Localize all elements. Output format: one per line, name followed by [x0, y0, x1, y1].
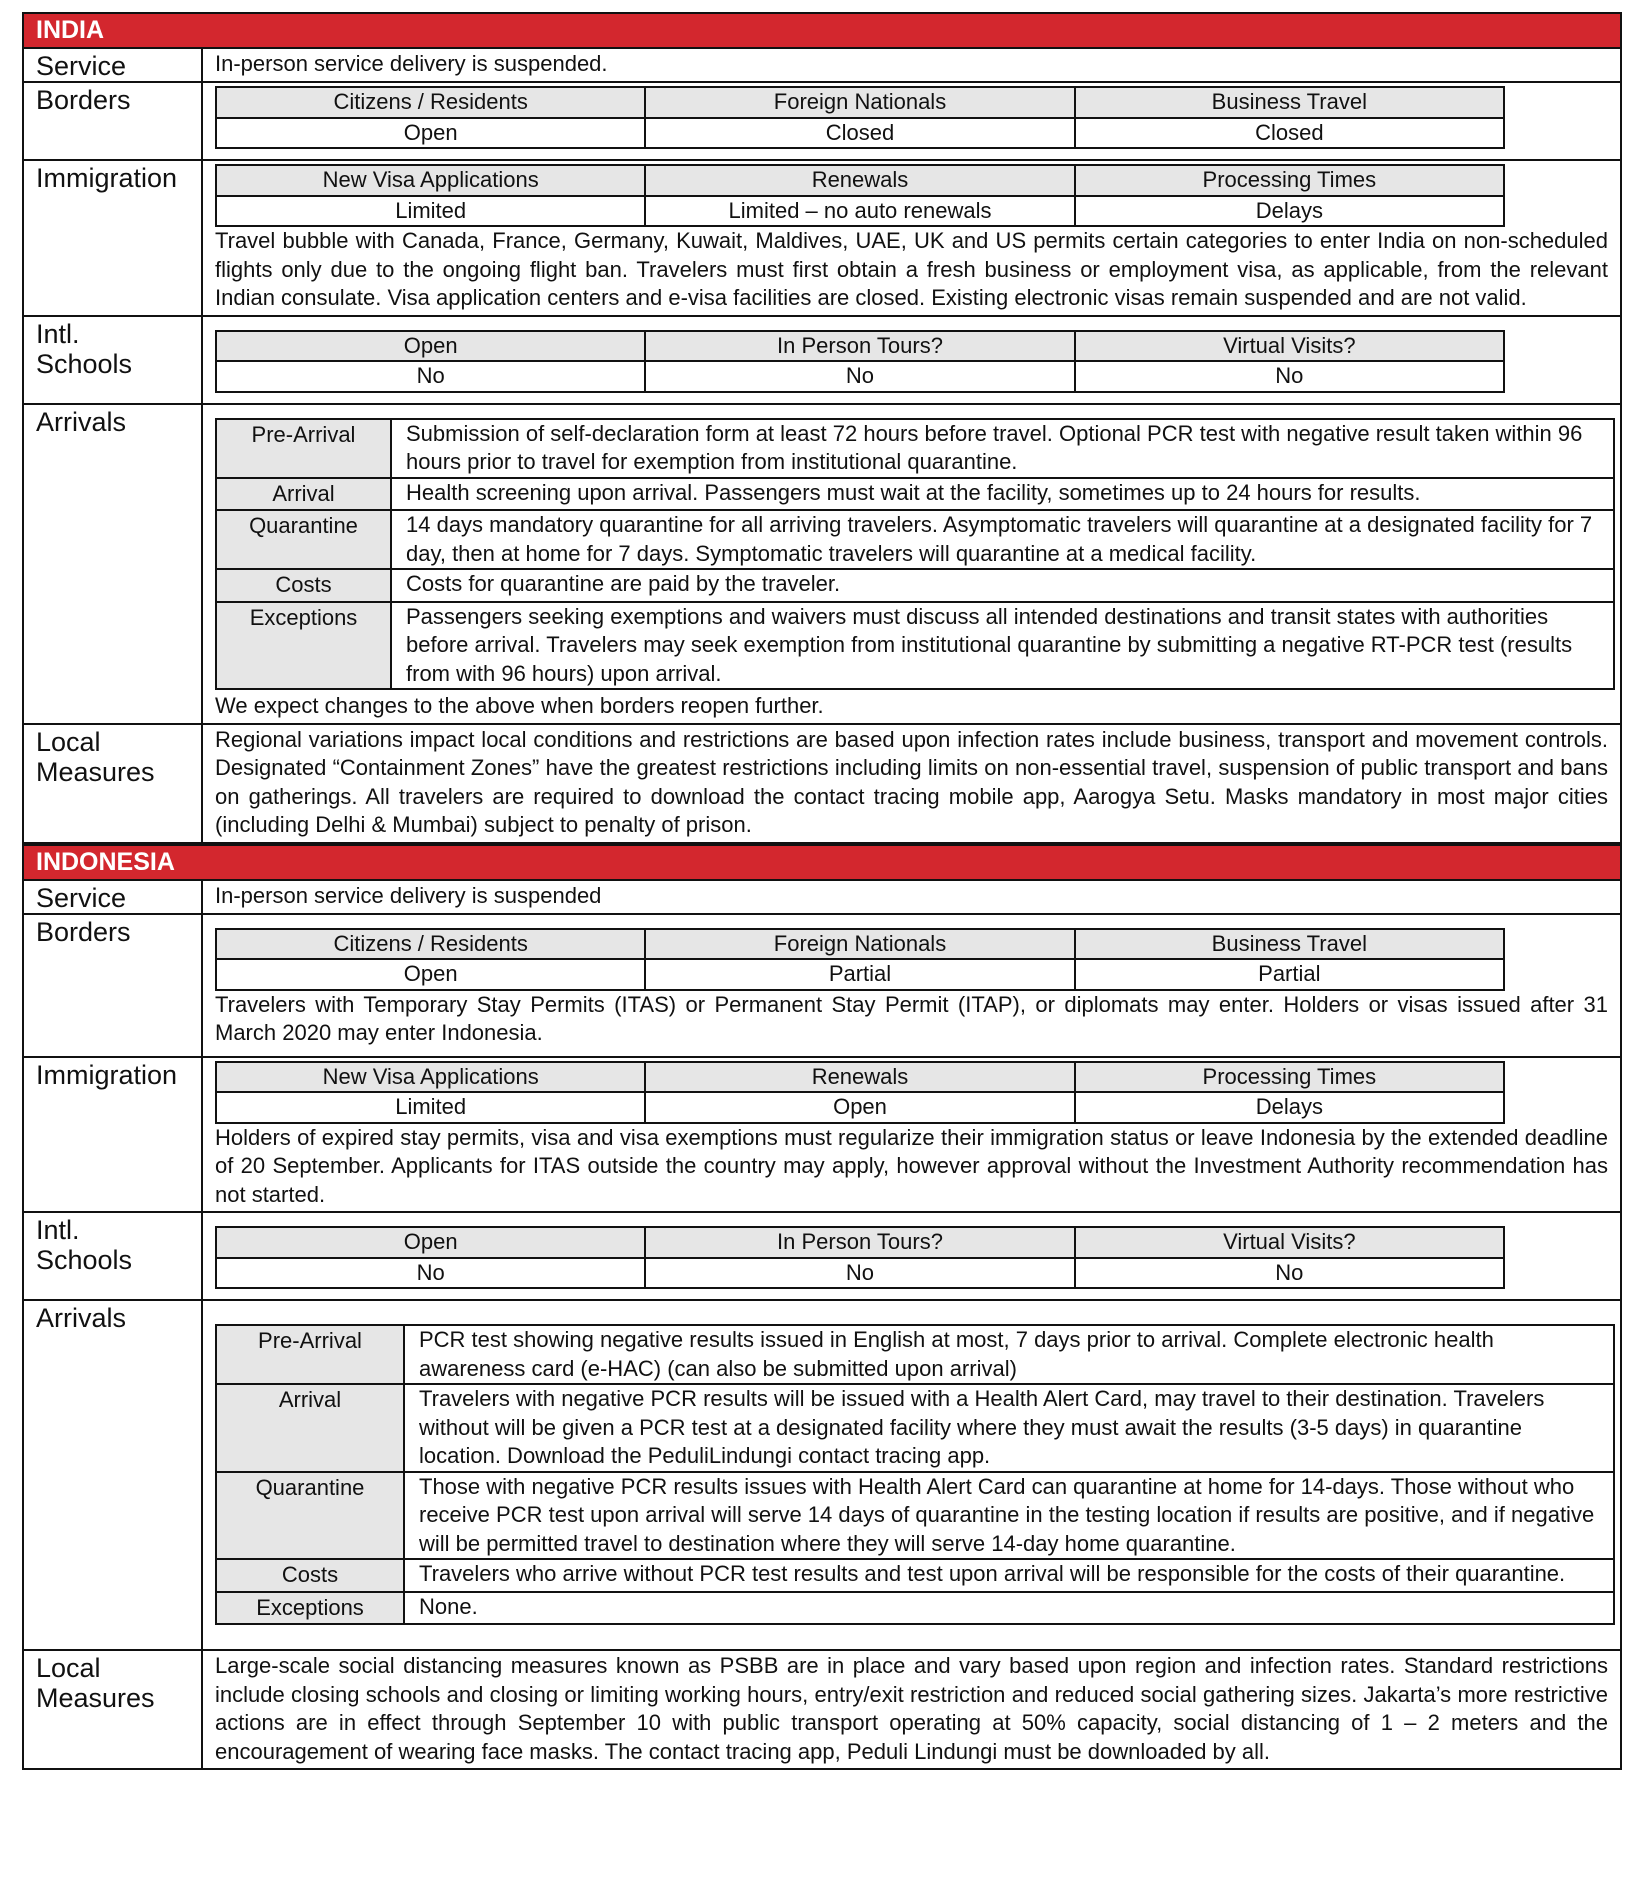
indonesia-section — [22, 879, 1622, 1771]
row-label: Borders — [23, 914, 202, 1057]
row-label: Arrivals — [23, 1300, 202, 1650]
borders-cell — [202, 82, 1621, 160]
schools-cell — [202, 316, 1621, 404]
india-schools-row — [23, 316, 1621, 404]
grid-value: No — [216, 1258, 645, 1289]
grid-header: Foreign Nationals — [645, 87, 1074, 118]
indonesia-immigration-row — [23, 1057, 1621, 1213]
grid-value: Delays — [1075, 1092, 1504, 1123]
grid-header: In Person Tours? — [645, 331, 1074, 362]
label-line: Measures — [36, 756, 155, 787]
arrivals-table — [215, 418, 1615, 691]
india-local-row — [23, 724, 1621, 843]
service-text: In-person service delivery is suspended. — [202, 48, 1621, 82]
grid-header: Business Travel — [1075, 87, 1504, 118]
country-header-india: INDIA — [22, 12, 1622, 47]
indonesia-schools-row — [23, 1212, 1621, 1300]
arrival-key: Pre-Arrival — [216, 1325, 404, 1384]
arrival-key: Costs — [216, 569, 391, 602]
arrival-value: Passengers seeking exemptions and waivers must discuss all intended destinations and transit states with authorities before arrival. Travelers may seek exemption from institutional quarantine by submitting a negative RT-PCR test (results from with 96 hours) upon arrival. — [391, 602, 1614, 690]
grid-value: Partial — [1075, 959, 1504, 990]
arrival-key: Exceptions — [216, 1592, 404, 1625]
label-line: Measures — [36, 1683, 155, 1713]
label-line: Intl. — [36, 318, 80, 349]
arrival-key: Arrival — [216, 478, 391, 511]
row-label — [23, 316, 202, 404]
arrivals-note: We expect changes to the above when borders reopen further. — [215, 693, 824, 718]
arrival-value: Travelers with negative PCR results will be issued with a Health Alert Card, may travel to their destination. Travelers without will be given a PCR test at a designated facility where they must await the results (3-5 days) in quarantine location. Download the PeduliLindungi contact tracing app. — [404, 1384, 1614, 1472]
grid-header: Open — [216, 331, 645, 362]
grid-header: Foreign Nationals — [645, 929, 1074, 960]
arrival-value: Travelers who arrive without PCR test results and test upon arrival will be responsible for the costs of their quarantine. — [404, 1559, 1614, 1592]
grid-header: Business Travel — [1075, 929, 1504, 960]
grid-value: Closed — [645, 118, 1074, 149]
arrival-value: PCR test showing negative results issued in English at most, 7 days prior to arrival. Complete electronic health awareness card (e-HAC) (can also be submitted upon arrival) — [404, 1325, 1614, 1384]
arrivals-cell — [202, 404, 1621, 724]
schools-table — [215, 1226, 1505, 1289]
label-line: Intl. — [36, 1215, 80, 1245]
grid-value: No — [1075, 1258, 1504, 1289]
arrival-key: Costs — [216, 1559, 404, 1592]
india-borders-row — [23, 82, 1621, 160]
immigration-cell — [202, 1057, 1621, 1213]
grid-value: Partial — [645, 959, 1074, 990]
label-line: Schools — [36, 348, 133, 379]
grid-value: Open — [216, 959, 645, 990]
local-measures-text: Large-scale social distancing measures known as PSBB are in place and vary based upon region and infection rates. Standard restrictions include closing schools and closing or limiting working hours, entry/exit restriction and reduced social gathering sizes. Jakarta’s more restrictive actions are in effect through September 10 with public transport operating at 50% capacity, social distancing of 1 – 2 meters and the encouragement of wearing face masks. The contact tracing app, Peduli Lindungi must be downloaded by all. — [202, 1650, 1621, 1769]
grid-header: Virtual Visits? — [1075, 331, 1504, 362]
row-label: Service — [23, 880, 202, 914]
label-line: Local — [36, 726, 101, 757]
label-line: Local — [36, 1653, 101, 1683]
grid-header: Citizens / Residents — [216, 87, 645, 118]
grid-header: Renewals — [645, 165, 1074, 196]
row-label: Borders — [23, 82, 202, 160]
india-arrivals-row — [23, 404, 1621, 724]
arrival-key: Quarantine — [216, 510, 391, 569]
grid-value: No — [645, 361, 1074, 392]
grid-header: New Visa Applications — [216, 165, 645, 196]
indonesia-borders-row — [23, 914, 1621, 1057]
arrivals-table — [215, 1324, 1615, 1625]
arrival-key: Pre-Arrival — [216, 419, 391, 478]
arrival-key: Quarantine — [216, 1472, 404, 1560]
row-label — [23, 1212, 202, 1300]
grid-header: Processing Times — [1075, 165, 1504, 196]
arrivals-cell — [202, 1300, 1621, 1650]
grid-header: Open — [216, 1227, 645, 1258]
row-label — [23, 724, 202, 843]
borders-table — [215, 86, 1505, 149]
immigration-table — [215, 164, 1505, 227]
immigration-cell — [202, 160, 1621, 316]
indonesia-service-row — [23, 880, 1621, 914]
grid-value: Open — [216, 118, 645, 149]
arrival-key: Arrival — [216, 1384, 404, 1472]
immigration-note: Holders of expired stay permits, visa and visa exemptions must regularize their immigration status or leave Indonesia by the extended deadline of 20 September. Applicants for ITAS outside the country may apply, however approval without the Investment Authority recommendation has not started. — [215, 1124, 1608, 1207]
label-line: Schools — [36, 1245, 133, 1275]
grid-header: Renewals — [645, 1062, 1074, 1093]
country-guide — [22, 12, 1622, 1770]
indonesia-local-row — [23, 1650, 1621, 1769]
grid-header: New Visa Applications — [216, 1062, 645, 1093]
grid-value: Delays — [1075, 196, 1504, 227]
grid-value: Limited — [216, 196, 645, 227]
row-label: Immigration — [23, 160, 202, 316]
arrival-value: 14 days mandatory quarantine for all arriving travelers. Asymptomatic travelers will quarantine at a designated facility for 7 day, then at home for 7 days. Symptomatic travelers will quarantine at a medical facility. — [391, 510, 1614, 569]
grid-value: No — [645, 1258, 1074, 1289]
grid-header: Processing Times — [1075, 1062, 1504, 1093]
country-header-indonesia: INDONESIA — [22, 844, 1622, 879]
arrival-value: Costs for quarantine are paid by the traveler. — [391, 569, 1614, 602]
arrival-value: Submission of self-declaration form at least 72 hours before travel. Optional PCR test with negative result taken within 96 hours prior to travel for exemption from institutional quarantine. — [391, 419, 1614, 478]
grid-value: Limited – no auto renewals — [645, 196, 1074, 227]
grid-value: No — [1075, 361, 1504, 392]
borders-table — [215, 928, 1505, 991]
arrival-value: Health screening upon arrival. Passengers must wait at the facility, sometimes up to 24 hours for results. — [391, 478, 1614, 511]
arrival-key: Exceptions — [216, 602, 391, 690]
grid-value: Open — [645, 1092, 1074, 1123]
immigration-table — [215, 1061, 1505, 1124]
schools-cell — [202, 1212, 1621, 1300]
india-immigration-row — [23, 160, 1621, 316]
grid-value: No — [216, 361, 645, 392]
grid-header: Virtual Visits? — [1075, 1227, 1504, 1258]
arrival-value: None. — [404, 1592, 1614, 1625]
indonesia-arrivals-row — [23, 1300, 1621, 1650]
service-text: In-person service delivery is suspended — [202, 880, 1621, 914]
row-label: Immigration — [23, 1057, 202, 1213]
arrival-value: Those with negative PCR results issues with Health Alert Card can quarantine at home for 14-days. Those without who receive PCR test upon arrival will serve 14 days of quarantine in the testing location if results are positive, and if negative will be permitted travel to destination where they will serve 14-day home quarantine. — [404, 1472, 1614, 1560]
row-label: Arrivals — [23, 404, 202, 724]
borders-cell — [202, 914, 1621, 1057]
india-section — [22, 47, 1622, 844]
borders-note: Travelers with Temporary Stay Permits (ITAS) or Permanent Stay Permit (ITAP), or diplomats may enter. Holders or visas issued after 31 March 2020 may enter Indonesia. — [215, 991, 1608, 1045]
row-label — [23, 1650, 202, 1769]
row-label: Service — [23, 48, 202, 82]
local-measures-text: Regional variations impact local conditions and restrictions are based upon infection rates include business, transport and movement controls. Designated “Containment Zones” have the greatest restrictions including limits on non-essential travel, suspension of public transport and bans on gatherings. All travelers are required to download the contact tracing mobile app, Aarogya Setu. Masks mandatory in most major cities (including Delhi & Mumbai) subject to penalty of prison. — [202, 724, 1621, 843]
grid-value: Closed — [1075, 118, 1504, 149]
india-service-row — [23, 48, 1621, 82]
schools-table — [215, 330, 1505, 393]
grid-header: In Person Tours? — [645, 1227, 1074, 1258]
grid-value: Limited — [216, 1092, 645, 1123]
immigration-note: Travel bubble with Canada, France, Germany, Kuwait, Maldives, UAE, UK and US permits certain categories to enter India on non-scheduled flights only due to the ongoing flight ban. Travelers must first obtain a fresh business or employment visa, as applicable, from the relevant Indian consulate. Visa application centers and e-visa facilities are closed. Existing electronic visas remain suspended and are not valid. — [215, 228, 1608, 310]
grid-header: Citizens / Residents — [216, 929, 645, 960]
